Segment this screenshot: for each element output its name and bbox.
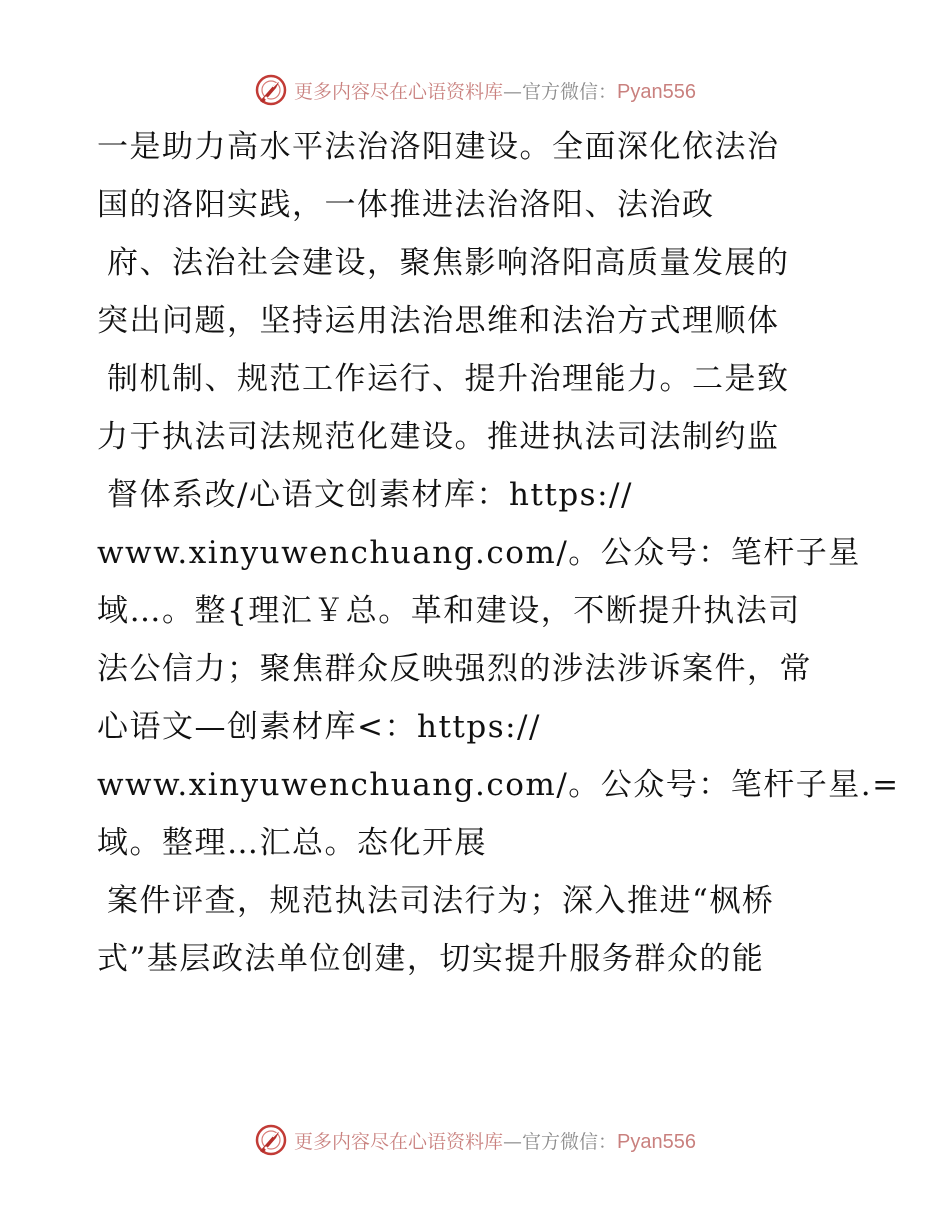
document-body (97, 118, 900, 988)
text-line: 心语文—创素材库<：https:// (97, 709, 541, 745)
pen-nib-logo-icon (254, 1123, 288, 1157)
text-line: 法公信力；聚焦群众反映强烈的涉法涉诉案件，常 (97, 651, 812, 687)
footer-watermark-banner (0, 1120, 950, 1160)
text-line: 督体系改/心语文创素材库：https:// (107, 477, 633, 513)
text-line: 域…。整{理汇￥总。革和建设，不断提升执法司 (97, 593, 801, 629)
pen-nib-logo-icon (254, 73, 288, 107)
banner-wechat-id: Pyan556 (617, 1130, 696, 1153)
text-line: 国的洛阳实践，一体推进法治洛阳、法治政 (97, 187, 715, 223)
banner-separator: — (503, 1130, 523, 1153)
text-line: 突出问题，坚持运用法治思维和法治方式理顺体 (97, 303, 780, 339)
banner-label: 官方微信： (522, 80, 618, 103)
banner-label: 官方微信： (522, 1130, 618, 1153)
banner-separator: — (503, 80, 523, 103)
header-watermark-banner (0, 70, 950, 110)
text-line: 一是助力高水平法治洛阳建设。全面深化依法治 (97, 129, 780, 165)
text-line: 案件评查，规范执法司法行为；深入推进“枫桥 (107, 883, 775, 919)
banner-wechat-id: Pyan556 (617, 80, 696, 103)
text-line: 式”基层政法单位创建，切实提升服务群众的能 (97, 941, 765, 977)
text-line: www.xinyuwenchuang.com/。公众号：笔杆子星 (97, 535, 861, 571)
text-line: www.xinyuwenchuang.com/。公众号：笔杆子星.= (97, 767, 900, 803)
text-line: 域。整理…汇总。态化开展 (97, 825, 487, 861)
text-line: 府、法治社会建设，聚焦影响洛阳高质量发展的 (107, 245, 790, 281)
text-line: 制机制、规范工作运行、提升治理能力。二是致 (107, 361, 790, 397)
banner-main-text: 更多内容尽在心语资料库 (294, 1130, 504, 1153)
text-line: 力于执法司法规范化建设。推进执法司法制约监 (97, 419, 780, 455)
banner-main-text: 更多内容尽在心语资料库 (294, 80, 504, 103)
